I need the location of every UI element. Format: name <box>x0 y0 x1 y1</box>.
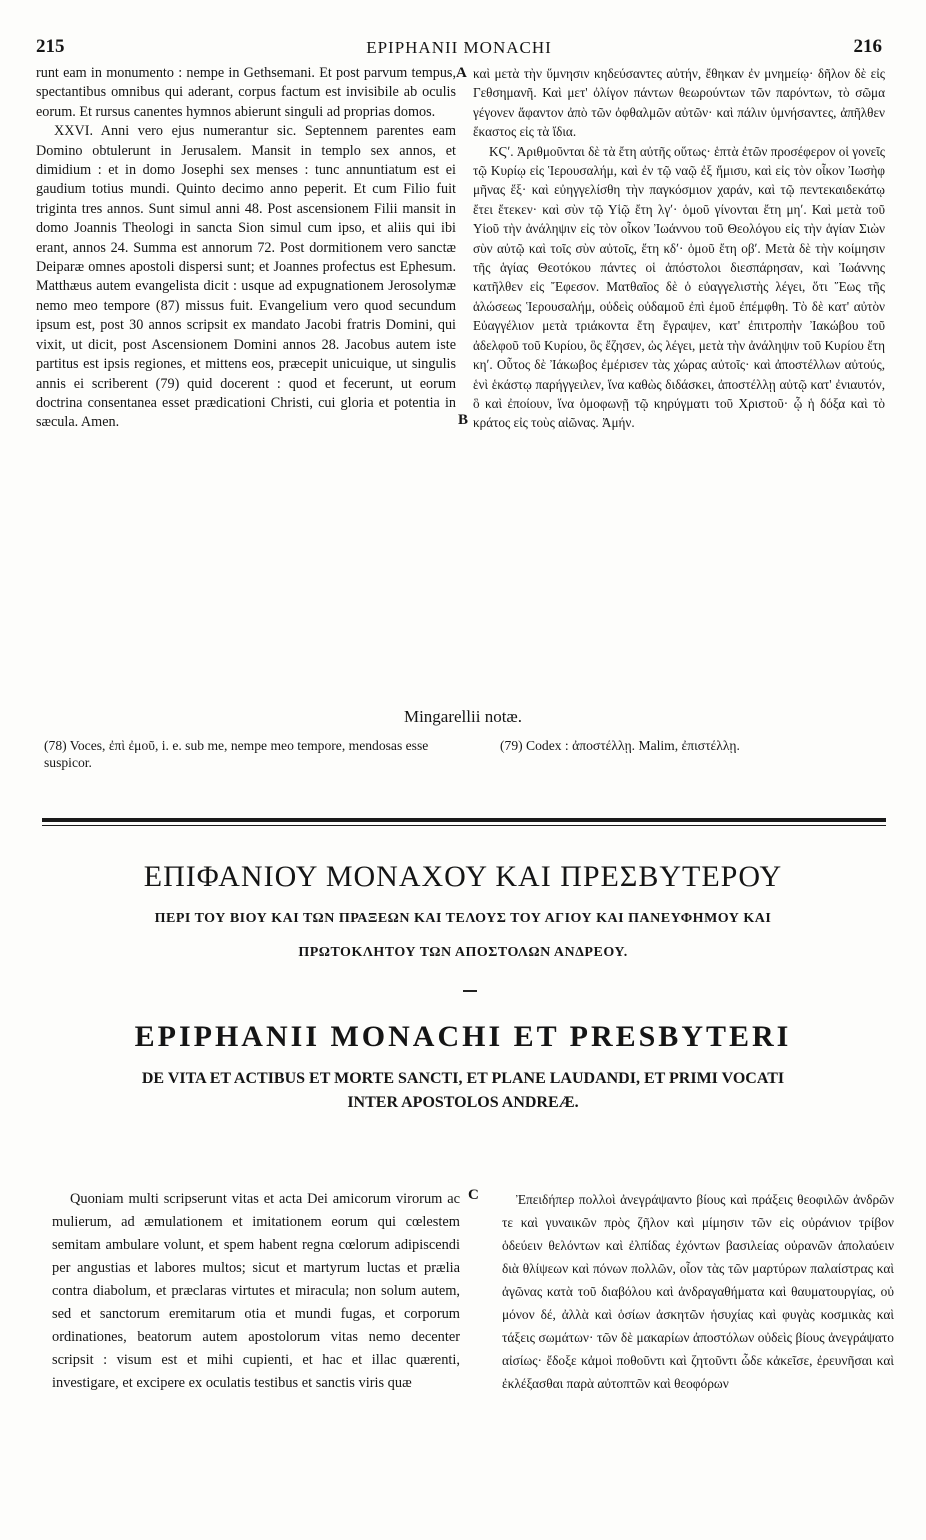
greek-subtitle <box>30 902 896 970</box>
greek-subtitle-line: ΠΡΩΤΟΚΛΗΤΟΥ ΤΩΝ ΑΠΟΣΤΟΛΩΝ ΑΝΔΡΕΟΥ. <box>298 945 628 960</box>
greek-subtitle-line: ΠΕΡΙ ΤΟΥ ΒΙΟΥ ΚΑΙ ΤΩΝ ΠΡΑΞΕΩΝ ΚΑΙ ΤΕΛΟΥΣ ΤΟΥ ΑΓΙΟΥ ΚΑΙ ΠΑΝΕΥΦΗΜΟΥ ΚΑΙ <box>154 911 772 926</box>
title-separator <box>463 990 477 992</box>
running-title: EPIPHANII MONACHI <box>366 38 552 57</box>
greek-column-top <box>473 64 885 433</box>
greek-paragraph: ΚϚʹ. Ἀριθμοῦνται δὲ τὰ ἔτη αὐτῆς οὕτως· ἑπτὰ ἐτῶν προσέφερον οἱ γονεῖς τῷ Κυρίῳ εἰς Ἱερουσαλήμ, καὶ ἐν τῷ ναῷ ἐξ ἥμισυ, καὶ εἰς τὸν οἶκον Ἰωσὴφ μῆνας ἕξ· καὶ εὐηγγελίσθη τὴν παγκόσμιον χαράν, καὶ τῷ πεντεκαιδεκάτῳ ἔτει ἔτεκεν· καὶ σὺν τῷ Υἱῷ ἔτη λγʹ· ὁμοῦ γίνονται ἔτη μηʹ. Καὶ μετὰ τοῦ Υἱοῦ τὴν ἀνάληψιν εἰς τὸν οἶκον Ἰωάννου τοῦ Θεολόγου εἰς τὴν ἁγίαν Σιὼν σὺν αὐτῷ καὶ τοῖς σὺν αὐτοῖς, ἔτη κδʹ· ὁμοῦ ἔτη οβʹ. Μετὰ δὲ τὴν κοίμησιν τῆς ἁγίας Θεοτόκου πάντες οἱ ἀπόστολοι διεσπάρησαν, καὶ Ἰωάννης κατῆλθεν εἰς Ἔφεσον. Ματθαῖος δὲ ὁ εὐαγγελιστὴς λέγει, ὅτι Ἕως τῆς ἁλώσεως Ἱερουσαλήμ, οὐδεὶς οὐδαμοῦ ἐπὶ ἐμοῦ ἐπέμφθη. Τὸ δὲ κατ' αὐτὸν Εὐαγγέλιον μετὰ τριάκοντα ἔτη ἔγραψεν, κατ' ἐπιτροπὴν Ἰακώβου τοῦ ἀδελφοῦ τοῦ Κυρίου, ὃς ἔζησεν, ὡς λέγει, μετὰ τὴν ἀνάληψιν τοῦ Κυρίου ἔτη κηʹ. Οὗτος δὲ Ἰάκωβος ἐμέρισεν τὰς χώρας αὐτοῖς· καὶ ἀποστέλλων αὐτούς, ἑνὶ ἑκάστῳ παρήγγειλεν, ἵνα καθὼς διδάσκει, ἀποστέλλῃ αὐτῷ κατ' ἐνιαυτόν, ὃ καὶ ἐποίουν, ἵνα ὁμοφωνῇ τῷ κηρύγματι τοῦ Χριστοῦ· ᾧ ἡ δόξα καὶ τὸ κράτος εἰς τοὺς αἰῶνας. Ἀμήν. <box>473 143 885 431</box>
footnote-79: (79) Codex : ἀποστέλλῃ. Malim, ἐπιστέλλῃ. <box>500 738 740 753</box>
latin-paragraph: runt eam in monumento : nempe in Gethsemani. Et post parvum tempus, spectantibus omnibus qui aderant, corpus factum est invisibile ab oculis eorum. Et rursus canentes hymnos abierunt singuli ad proprias domos. <box>36 65 456 120</box>
page-number-right: 216 <box>853 36 882 57</box>
latin-paragraph: Quoniam multi scripserunt vitas et acta Dei amicorum virorum ac mulierum, ad æmulationem et imitationem eorum qui cœlestem semitam ambulare volunt, et spem habent regna cœlorum adipiscendi per angustias et labores multos; sicut et martyrum luctas et prælia contra diabolum, et præclaras virtutes et miracula; non solum autem, sed et sanctorum eremitarum otia et mundi fugas, et corporum ordinationes, beatorum autem apostolorum vitas nemo decenter scripsit : visum est et mihi cupienti, et hac et illac quærenti, investigare, et excipere ex oculatis testibus et sanctis viris quæ <box>52 1191 460 1391</box>
page-header <box>36 36 882 62</box>
margin-marker-b: B <box>458 412 469 428</box>
latin-title: EPIPHANII MONACHI ET PRESBYTERI <box>134 1020 792 1053</box>
latin-subtitle-line: DE VITA ET ACTIBUS ET MORTE SANCTI, ET PLANE LAUDANDI, ET PRIMI VOCATI <box>141 1070 785 1087</box>
latin-paragraph: XXVI. Anni vero ejus numerantur sic. Septennem parentes eam Domino obtulerunt in Jerusalem. Mansit in templo sex annos, et dimidium : et in domo Josephi sex menses : tunc annuntiatum est ei gaudium totius mundi. Quinto decimo anno peperit. Et cum Filio fuit triginta tres annos. Sunt simul anni 48. Post ascensionem Filii mansit in domo Joannis Theologi in sancta Sion simul cum ipso, et aliis qui ibi erant, annos 24. Summa est annorum 72. Post dormitionem vero sanctæ Deiparæ omnes apostoli dispersi sunt; et Joannes profectus est Ephesum. Matthæus autem evangelista dicit : usque ad expugnationem Jerosolymæ nemo meo tempore (87) missus fuit. Evangelium vero quod secundum ipsum est, post 30 annos scripsit ex mandato Jacobi fratris Domini, qui vixit, ut dicit, post Ascensionem Domini annos 28. Jacobus autem iste partitus est ipsis regiones, et mittens eos, præcepit unicuique, ut singulis annis ei scriberent (79) quid docerent : quod et fecerunt, ut eorum doctrina consentanea esset prædicationi Christi, cui gloria et potentia in sæcula. Amen. <box>36 123 456 431</box>
greek-paragraph: Ἐπειδήπερ πολλοὶ ἀνεγράψαντο βίους καὶ πράξεις θεοφιλῶν ἀνδρῶν τε καὶ γυναικῶν πρὸς ζῆλον καὶ μίμησιν τῶν εἰς οὐράνιον τρίβον ὁδεύειν θελόντων καὶ ἐλπίδας ἐχόντων βασιλείας οὐρανῶν ἀπολαύειν διὰ θλίψεων καὶ πόνων πολλῶν, οἷον τὰς τῶν μαρτύρων παλαίστρας καὶ ἀγῶνας κατὰ τοῦ διαβόλου καὶ ἀνδραγαθήματα καὶ θαυματουργίας, οὐ μόνον δέ, ἀλλὰ καὶ ὁσίων ἀσκητῶν ἡσυχίας καὶ φυγὰς κοσμικὰς καὶ τάξεις σωμάτων· τῶν δὲ μακαρίων ἀποστόλων οὐδεὶς βίους ἀνεγράψατο αἰσίως· ἔδοξε κἀμοὶ ποθοῦντι καὶ ζητοῦντι ὧδε κἀκεῖσε, ἐρευνῆσαι καὶ ἐκλέξασθαι παρὰ αὐτοπτῶν καὶ θεοφόρων <box>502 1192 894 1391</box>
page-number-left: 215 <box>36 36 65 57</box>
margin-marker-a: A <box>456 65 467 81</box>
greek-column-bottom <box>502 1188 894 1395</box>
latin-subtitle-line: INTER APOSTOLOS ANDREÆ. <box>347 1094 579 1111</box>
greek-title: ΕΠΙΦΑΝΙΟΥ ΜΟΝΑΧΟΥ ΚΑΙ ΠΡΕΣΒΥΤΕΡΟΥ <box>143 860 783 893</box>
latin-subtitle <box>30 1067 896 1115</box>
footnote-78: (78) Voces, ἐπὶ ἐμοῦ, i. e. sub me, nempe meo tempore, mendosas esse suspicor. <box>44 738 429 770</box>
section-divider-heavy <box>42 818 886 822</box>
latin-column-top <box>36 64 456 433</box>
notes-heading: Mingarellii notæ. <box>403 707 523 726</box>
greek-paragraph: καὶ μετὰ τὴν ὕμνησιν κηδεύσαντες αὐτήν, ἔθηκαν ἐν μνημείῳ· δῆλον δὲ εἰς Γεθσημανῆ. Καὶ μετ' ὀλίγον πάντων θεωρούντων τῶν παρόντων, τὸ σῶμα γέγονεν ἄφαντον ἀπὸ τῶν ὀφθαλμῶν αὐτῶν· καὶ πάλιν ὑμνήσαντες, ἀπῆλθεν ἕκαστος εἰς τὰ ἴδια. <box>473 66 885 140</box>
latin-column-bottom <box>52 1188 460 1395</box>
section-divider-light <box>42 825 886 826</box>
margin-marker-c: C <box>468 1187 479 1203</box>
